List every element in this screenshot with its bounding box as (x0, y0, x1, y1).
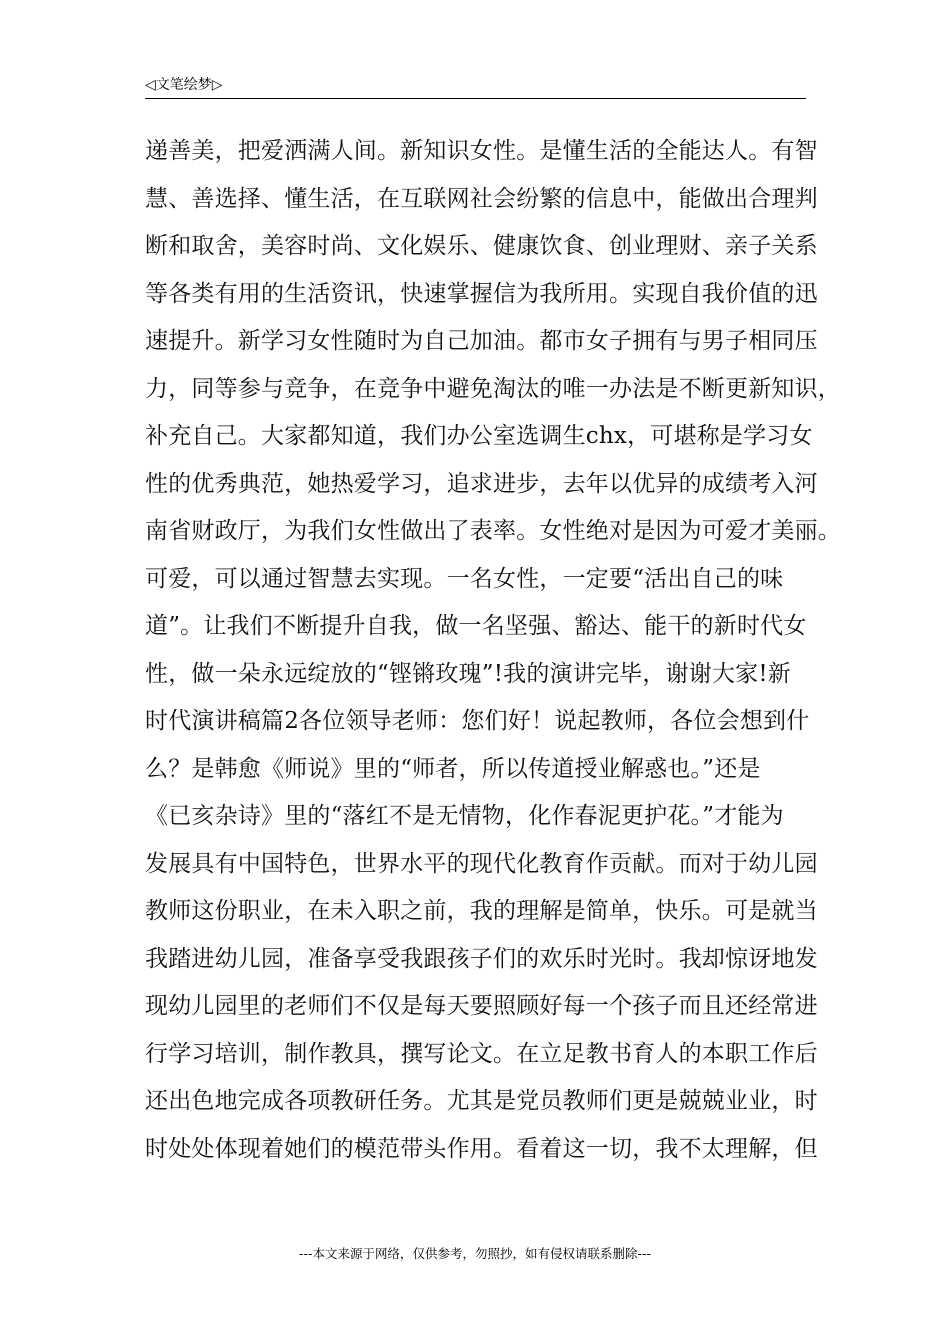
text-line: 行学习培训，制作教具，撰写论文。在立足教书育人的本职工作后 (145, 1040, 818, 1067)
text-line: 时处处体现着她们的模范带头作用。看着这一切，我不太理解，但 (145, 1135, 818, 1162)
header-title: ◁文笔绘梦▷ (145, 77, 223, 93)
text-line: 可爱，可以通过智慧去实现。一名女性，一定要“活出自己的味 (145, 565, 784, 592)
text-line: 等各类有用的生活资讯，快速掌握信为我所用。实现自我价值的迅 (145, 280, 818, 307)
text-line: 南省财政厅，为我们女性做出了表率。女性绝对是因为可爱才美丽。 (145, 518, 841, 544)
text-line: 现幼儿园里的老师们不仅是每天要照顾好每一个孩子而且还经常进 (145, 993, 818, 1019)
text-line: 力，同等参与竞争，在竞争中避免淘汰的唯一办法是不断更新知识， (145, 375, 841, 402)
text-line: 递善美，把爱洒满人间。新知识女性。是懂生活的全能达人。有智 (145, 138, 818, 164)
text-line: 么？是韩愈《师说》里的“师者，所以传道授业解惑也。”还是 (145, 755, 761, 782)
text-line: 慧、善选择、懂生活，在互联网社会纷繁的信息中，能做出合理判 (145, 185, 818, 212)
text-line: 还出色地完成各项教研任务。尤其是党员教师们更是兢兢业业，时 (145, 1088, 818, 1114)
text-line: 《已亥杂诗》里的“落红不是无情物，化作春泥更护花。”才能为 (145, 803, 784, 829)
text-line: 速提升。新学习女性随时为自己加油。都市女子拥有与男子相同压 (145, 328, 818, 354)
text-line: 时代演讲稿篇2各位领导老师：您们好！说起教师，各位会想到什 (145, 708, 810, 734)
text-line: 发展具有中国特色，世界水平的现代化教育作贡献。而对于幼儿园 (145, 850, 818, 877)
page-footer: ---本文来源于网络，仅供参考，勿照抄，如有侵权请联系删除--- (298, 1246, 652, 1261)
text-line: 性，做一朵永远绽放的“铿锵玫瑰”!我的演讲完毕，谢谢大家!新 (145, 660, 792, 687)
text-line: 性的优秀典范，她热爱学习，追求进步，去年以优异的成绩考入河 (145, 470, 818, 497)
text-line: 教师这份职业，在未入职之前，我的理解是简单，快乐。可是就当 (145, 898, 818, 924)
text-line: 道”。让我们不断提升自我，做一名坚强、豁达、能干的新时代女 (145, 613, 807, 639)
document-body (145, 128, 841, 1173)
page-header (145, 74, 806, 99)
text-line: 补充自己。大家都知道，我们办公室选调生chx，可堪称是学习女 (145, 423, 813, 449)
text-line: 我踏进幼儿园，准备享受我跟孩子们的欢乐时光时。我却惊讶地发 (145, 945, 818, 972)
text-line: 断和取舍，美容时尚、文化娱乐、健康饮食、创业理财、亲子关系 (145, 233, 818, 259)
